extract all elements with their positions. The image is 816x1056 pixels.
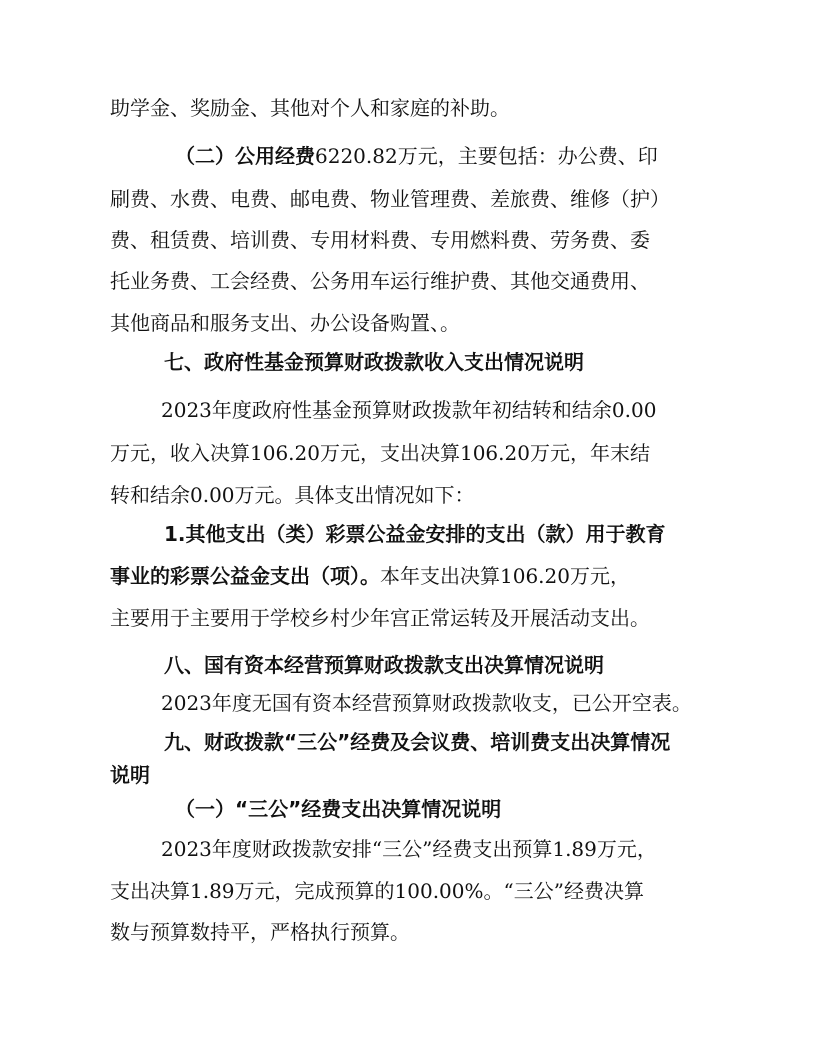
line-text: 2023年度政府性基金预算财政拨款年初结转和结余0.00 bbox=[161, 398, 657, 422]
heading-text: 七、政府性基金预算财政拨款收入支出情况说明 bbox=[164, 350, 584, 374]
line-text: 本年支出决算106.20万元， bbox=[380, 564, 630, 588]
line-text: 托业务费、工会经费、公务用车运行维护费、其他交通费用、 bbox=[110, 269, 650, 293]
heading-text: 九、财政拨款“三公”经费及会议费、培训费支出决算情况 bbox=[164, 730, 671, 754]
line-text: 主要用于主要用于学校乡村少年宫正常运转及开展活动支出。 bbox=[110, 606, 650, 630]
line-text: 刷费、水费、电费、邮电费、物业管理费、差旅费、维修（护） bbox=[110, 187, 670, 211]
line-text: 6220.82万元，主要包括：办公费、印 bbox=[315, 144, 658, 168]
line-text: 数与预算数持平，严格执行预算。 bbox=[110, 920, 410, 944]
line-text-bold: （二）公用经费 bbox=[175, 144, 315, 168]
line-text: 万元，收入决算106.20万元，支出决算106.20万元，年末结 bbox=[110, 441, 650, 465]
line-text: 助学金、奖励金、其他对个人和家庭的补助。 bbox=[110, 96, 510, 120]
line-text: 支出决算1.89万元，完成预算的100.00%。“三公”经费决算 bbox=[110, 879, 644, 903]
line-text: 转和结余0.00万元。具体支出情况如下： bbox=[110, 483, 475, 507]
line-text-bold: 1.其他支出（类）彩票公益金安排的支出（款）用于教育 bbox=[164, 522, 666, 546]
line-text: 其他商品和服务支出、办公设备购置、。 bbox=[110, 311, 460, 335]
heading-text: 说明 bbox=[110, 763, 150, 787]
line-text: 2023年度无国有资本经营预算财政拨款收支，已公开空表。 bbox=[161, 691, 692, 715]
line-text-bold: 事业的彩票公益金支出（项）。 bbox=[110, 564, 380, 588]
line-text: 2023年度财政拨款安排“三公”经费支出预算1.89万元， bbox=[161, 837, 657, 861]
heading-text: （一）“三公”经费支出决算情况说明 bbox=[175, 797, 502, 821]
heading-text: 八、国有资本经营预算财政拨款支出决算情况说明 bbox=[164, 653, 604, 677]
line-text: 费、租赁费、培训费、专用材料费、专用燃料费、劳务费、委 bbox=[110, 228, 650, 252]
